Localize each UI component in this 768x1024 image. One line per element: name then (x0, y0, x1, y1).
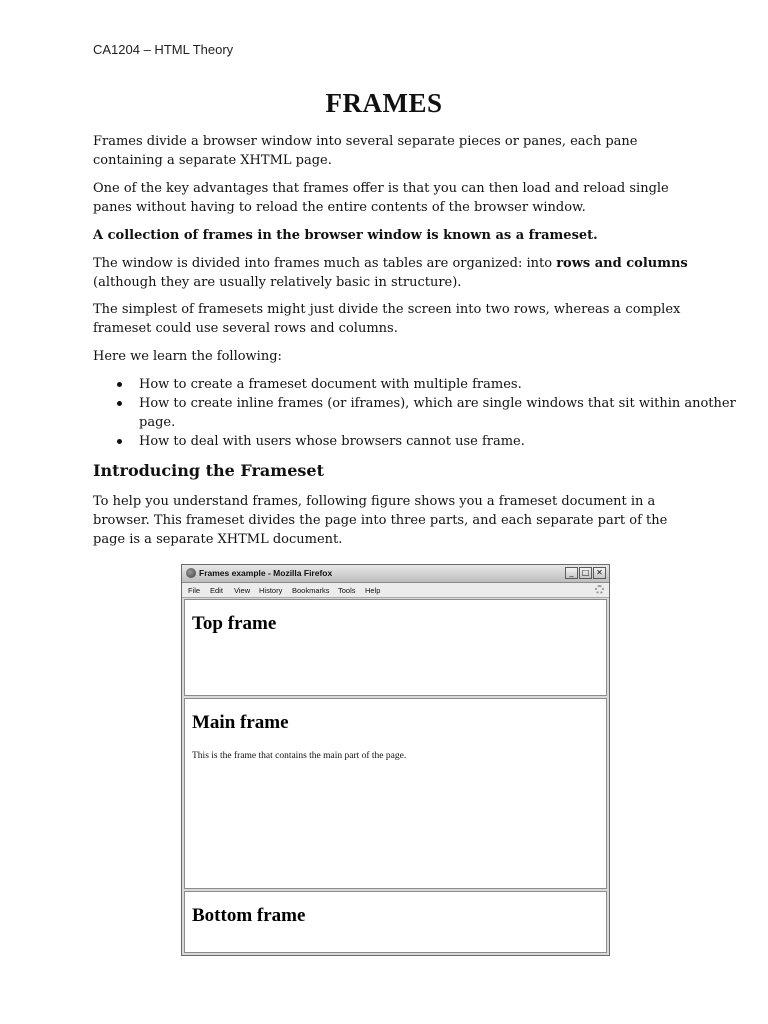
window-titlebar (182, 565, 609, 583)
list-item: How to create a frameset document with multiple frames. (139, 375, 739, 394)
bottom-frame-heading: Bottom frame (192, 905, 306, 926)
browser-screenshot-figure (181, 564, 610, 956)
list-item: How to create inline frames (or iframes), which are single windows that sit within another page. (139, 394, 739, 432)
main-frame-heading: Main frame (192, 712, 289, 733)
section-paragraph: To help you understand frames, following figure shows you a frameset document in a browser. This frameset divides the page into three parts, and each separate part of the page is a separate XHTML document. (93, 494, 668, 547)
rows-columns-post: (although they are usually relatively basic in structure). (93, 275, 462, 290)
menu-item-tools[interactable]: Tools (338, 586, 356, 595)
page-header: CA1204 – HTML Theory (93, 42, 234, 57)
maximize-button[interactable]: □ (579, 567, 592, 579)
window-controls (565, 567, 606, 579)
menu-item-bookmarks[interactable]: Bookmarks (292, 586, 330, 595)
bottom-frame (184, 891, 607, 953)
list-item: How to deal with users whose browsers cannot use frame. (139, 432, 739, 451)
paragraph-advantages: One of the key advantages that frames offer is that you can then load and reload single panes without having to reload the entire contents of the browser window. (93, 181, 669, 215)
menu-item-help[interactable]: Help (365, 586, 381, 595)
rows-columns-pre: The window is divided into frames much as tables are organized: into (93, 256, 557, 271)
paragraph-learn-intro: Here we learn the following: (93, 349, 282, 364)
paragraph-simplest-framesets: The simplest of framesets might just divide the screen into two rows, whereas a complex frameset could use several rows and columns. (93, 302, 681, 336)
paragraph-intro: Frames divide a browser window into several separate pieces or panes, each pane containing a separate XHTML page. (93, 134, 638, 168)
rows-columns-bold: rows and columns (556, 256, 688, 271)
top-frame (184, 599, 607, 696)
menu-item-edit[interactable]: Edit (210, 586, 223, 595)
menu-bar (182, 583, 609, 598)
paragraph-frameset-definition: A collection of frames in the browser window is known as a frameset. (93, 228, 598, 243)
top-frame-heading: Top frame (192, 613, 277, 634)
firefox-icon (186, 568, 196, 578)
main-frame-text: This is the frame that contains the main part of the page. (192, 751, 407, 761)
menu-item-view[interactable]: View (234, 586, 251, 595)
paragraph-rows-columns (93, 254, 693, 292)
close-button[interactable]: ✕ (593, 567, 606, 579)
throbber-icon (595, 585, 604, 594)
menu-item-file[interactable]: File (188, 586, 201, 595)
section-heading: Introducing the Frameset (93, 461, 324, 480)
learning-list (93, 375, 739, 451)
menu-item-history[interactable]: History (259, 586, 283, 595)
minimize-button[interactable]: _ (565, 567, 578, 579)
main-frame (184, 698, 607, 889)
page-title: FRAMES (325, 88, 443, 118)
window-title: Frames example - Mozilla Firefox (199, 568, 333, 578)
